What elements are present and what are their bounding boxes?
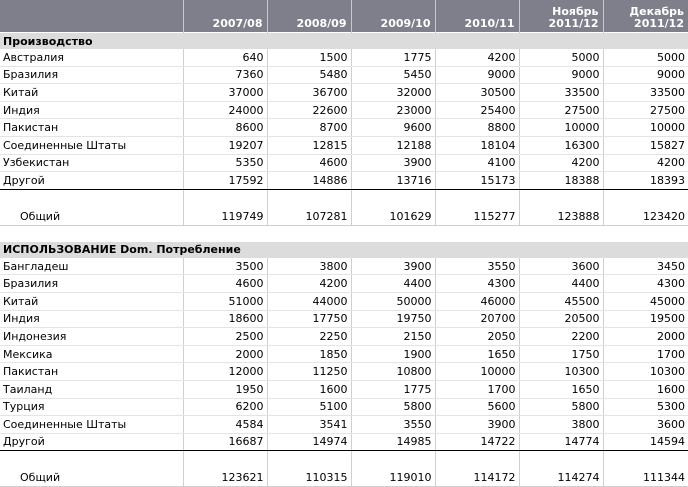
cell-value: 3550 <box>351 416 435 434</box>
row-label: Бразилия <box>0 275 183 293</box>
spacer-cell <box>603 451 688 470</box>
cell-value: 3450 <box>603 258 688 275</box>
column-header: Декабрь 2011/12 <box>603 0 688 33</box>
total-value: 123420 <box>603 208 688 226</box>
cell-value: 8700 <box>267 119 351 137</box>
total-value: 114172 <box>435 469 519 487</box>
cell-value: 2000 <box>183 345 267 363</box>
cell-value: 2150 <box>351 328 435 346</box>
cell-value: 4300 <box>435 275 519 293</box>
cell-value: 3541 <box>267 416 351 434</box>
spacer-row <box>0 451 688 470</box>
cell-value: 1700 <box>603 345 688 363</box>
total-value: 123621 <box>183 469 267 487</box>
cell-value: 3800 <box>267 258 351 275</box>
row-label: Бразилия <box>0 66 183 84</box>
cell-value: 33500 <box>519 84 603 102</box>
row-label: Пакистан <box>0 119 183 137</box>
cell-value: 14722 <box>435 433 519 451</box>
cell-value: 3800 <box>519 416 603 434</box>
cell-value: 10000 <box>435 363 519 381</box>
cell-value: 1775 <box>351 380 435 398</box>
total-value: 123888 <box>519 208 603 226</box>
cell-value: 10000 <box>519 119 603 137</box>
row-label: Бангладеш <box>0 258 183 275</box>
cell-value: 5350 <box>183 154 267 172</box>
cell-value: 3600 <box>603 416 688 434</box>
cell-value: 18393 <box>603 172 688 190</box>
cell-value: 15173 <box>435 172 519 190</box>
cell-value: 3900 <box>351 154 435 172</box>
cell-value: 1775 <box>351 49 435 66</box>
cell-value: 18600 <box>183 310 267 328</box>
cell-value: 4400 <box>519 275 603 293</box>
total-value: 119749 <box>183 208 267 226</box>
cell-value: 1600 <box>603 380 688 398</box>
cell-value: 5450 <box>351 66 435 84</box>
cell-value: 30500 <box>435 84 519 102</box>
cell-value: 9000 <box>603 66 688 84</box>
cell-value: 14985 <box>351 433 435 451</box>
total-value: 115277 <box>435 208 519 226</box>
table-row <box>0 363 688 381</box>
spacer-cell <box>519 189 603 208</box>
spacer-cell <box>435 189 519 208</box>
spacer-cell <box>183 189 267 208</box>
column-header: 2009/10 <box>351 0 435 33</box>
cell-value: 16687 <box>183 433 267 451</box>
cell-value: 10800 <box>351 363 435 381</box>
cell-value: 33500 <box>603 84 688 102</box>
cell-value: 23000 <box>351 101 435 119</box>
cell-value: 8600 <box>183 119 267 137</box>
table-row <box>0 66 688 84</box>
spacer-cell <box>351 451 435 470</box>
cell-value: 36700 <box>267 84 351 102</box>
cell-value: 1500 <box>267 49 351 66</box>
row-label: Индонезия <box>0 328 183 346</box>
row-label: Австралия <box>0 49 183 66</box>
row-label: Таиланд <box>0 380 183 398</box>
table-row <box>0 380 688 398</box>
cell-value: 4100 <box>435 154 519 172</box>
cell-value: 27500 <box>519 101 603 119</box>
cell-value: 9600 <box>351 119 435 137</box>
cell-value: 27500 <box>603 101 688 119</box>
section-spacer <box>0 225 688 241</box>
cell-value: 3550 <box>435 258 519 275</box>
table-row <box>0 84 688 102</box>
cell-value: 50000 <box>351 292 435 310</box>
spacer-row <box>0 189 688 208</box>
spacer-cell <box>435 451 519 470</box>
row-label: Соединенные Штаты <box>0 136 183 154</box>
row-label: Мексика <box>0 345 183 363</box>
cell-value: 11250 <box>267 363 351 381</box>
cell-value: 19207 <box>183 136 267 154</box>
cell-value: 20700 <box>435 310 519 328</box>
table-row <box>0 172 688 190</box>
cell-value: 19500 <box>603 310 688 328</box>
cell-value: 18388 <box>519 172 603 190</box>
spacer-cell <box>603 189 688 208</box>
cell-value: 4200 <box>519 154 603 172</box>
cell-value: 25400 <box>435 101 519 119</box>
cell-value: 45500 <box>519 292 603 310</box>
cell-value: 1700 <box>435 380 519 398</box>
cell-value: 2200 <box>519 328 603 346</box>
cell-value: 22600 <box>267 101 351 119</box>
column-header: 2008/09 <box>267 0 351 33</box>
total-value: 101629 <box>351 208 435 226</box>
table-row <box>0 416 688 434</box>
cell-value: 46000 <box>435 292 519 310</box>
consumption-total-row <box>0 469 688 487</box>
cell-value: 5000 <box>603 49 688 66</box>
cell-value: 51000 <box>183 292 267 310</box>
spacer-cell <box>0 451 183 470</box>
cell-value: 14974 <box>267 433 351 451</box>
cell-value: 1750 <box>519 345 603 363</box>
cell-value: 4200 <box>435 49 519 66</box>
cell-value: 45000 <box>603 292 688 310</box>
cell-value: 10300 <box>519 363 603 381</box>
table-row <box>0 49 688 66</box>
total-value: 107281 <box>267 208 351 226</box>
cell-value: 16300 <box>519 136 603 154</box>
table-row <box>0 328 688 346</box>
cell-value: 8800 <box>435 119 519 137</box>
row-label: Другой <box>0 433 183 451</box>
table-row <box>0 154 688 172</box>
row-label: Китай <box>0 84 183 102</box>
spacer-cell <box>519 451 603 470</box>
section-title: ИСПОЛЬЗОВАНИЕ Dom. Потребление <box>0 241 688 258</box>
row-label: Индия <box>0 310 183 328</box>
row-label: Индия <box>0 101 183 119</box>
cell-value: 4600 <box>183 275 267 293</box>
row-label: Узбекистан <box>0 154 183 172</box>
total-label: Общий <box>0 469 183 487</box>
total-value: 110315 <box>267 469 351 487</box>
spacer-cell <box>0 189 183 208</box>
cell-value: 2500 <box>183 328 267 346</box>
cell-value: 14886 <box>267 172 351 190</box>
spacer-cell <box>183 451 267 470</box>
cell-value: 1900 <box>351 345 435 363</box>
spacer-cell <box>0 225 688 241</box>
header-corner <box>0 0 183 33</box>
cell-value: 9000 <box>519 66 603 84</box>
section-title: Производство <box>0 33 688 50</box>
cell-value: 2250 <box>267 328 351 346</box>
column-header: Ноябрь 2011/12 <box>519 0 603 33</box>
table-row <box>0 101 688 119</box>
table-row <box>0 310 688 328</box>
cell-value: 4200 <box>603 154 688 172</box>
cell-value: 3900 <box>351 258 435 275</box>
cell-value: 14594 <box>603 433 688 451</box>
cell-value: 4300 <box>603 275 688 293</box>
table-row <box>0 345 688 363</box>
cell-value: 5480 <box>267 66 351 84</box>
production-section-header <box>0 33 688 50</box>
row-label: Соединенные Штаты <box>0 416 183 434</box>
cell-value: 4400 <box>351 275 435 293</box>
cell-value: 9000 <box>435 66 519 84</box>
production-total-row <box>0 208 688 226</box>
column-header: 2007/08 <box>183 0 267 33</box>
cell-value: 3500 <box>183 258 267 275</box>
row-label: Китай <box>0 292 183 310</box>
cell-value: 6200 <box>183 398 267 416</box>
table-row <box>0 292 688 310</box>
cell-value: 15827 <box>603 136 688 154</box>
cell-value: 12188 <box>351 136 435 154</box>
cell-value: 19750 <box>351 310 435 328</box>
total-label: Общий <box>0 208 183 226</box>
cell-value: 2000 <box>603 328 688 346</box>
cell-value: 5800 <box>351 398 435 416</box>
cell-value: 5600 <box>435 398 519 416</box>
cell-value: 4600 <box>267 154 351 172</box>
cell-value: 5300 <box>603 398 688 416</box>
row-label: Другой <box>0 172 183 190</box>
cell-value: 5000 <box>519 49 603 66</box>
cell-value: 17750 <box>267 310 351 328</box>
table-row <box>0 258 688 275</box>
cell-value: 1650 <box>519 380 603 398</box>
cell-value: 17592 <box>183 172 267 190</box>
spacer-cell <box>351 189 435 208</box>
cell-value: 12815 <box>267 136 351 154</box>
cell-value: 14774 <box>519 433 603 451</box>
spacer-cell <box>267 189 351 208</box>
cell-value: 13716 <box>351 172 435 190</box>
cell-value: 1850 <box>267 345 351 363</box>
cell-value: 24000 <box>183 101 267 119</box>
cell-value: 10000 <box>603 119 688 137</box>
cell-value: 4200 <box>267 275 351 293</box>
spacer-cell <box>267 451 351 470</box>
cell-value: 20500 <box>519 310 603 328</box>
total-value: 114274 <box>519 469 603 487</box>
cell-value: 1650 <box>435 345 519 363</box>
table-row <box>0 136 688 154</box>
cell-value: 3600 <box>519 258 603 275</box>
table-row <box>0 119 688 137</box>
cell-value: 10300 <box>603 363 688 381</box>
cell-value: 2050 <box>435 328 519 346</box>
cell-value: 3900 <box>435 416 519 434</box>
row-label: Турция <box>0 398 183 416</box>
cell-value: 5100 <box>267 398 351 416</box>
header-row <box>0 0 688 33</box>
total-value: 119010 <box>351 469 435 487</box>
cell-value: 18104 <box>435 136 519 154</box>
row-label: Пакистан <box>0 363 183 381</box>
cell-value: 37000 <box>183 84 267 102</box>
cell-value: 1600 <box>267 380 351 398</box>
table-row <box>0 275 688 293</box>
total-value: 111344 <box>603 469 688 487</box>
cell-value: 32000 <box>351 84 435 102</box>
cell-value: 5800 <box>519 398 603 416</box>
column-header: 2010/11 <box>435 0 519 33</box>
cell-value: 12000 <box>183 363 267 381</box>
table-row <box>0 398 688 416</box>
cell-value: 7360 <box>183 66 267 84</box>
cell-value: 1950 <box>183 380 267 398</box>
table-row <box>0 433 688 451</box>
cell-value: 4584 <box>183 416 267 434</box>
consumption-section-header <box>0 241 688 258</box>
cell-value: 44000 <box>267 292 351 310</box>
cell-value: 640 <box>183 49 267 66</box>
